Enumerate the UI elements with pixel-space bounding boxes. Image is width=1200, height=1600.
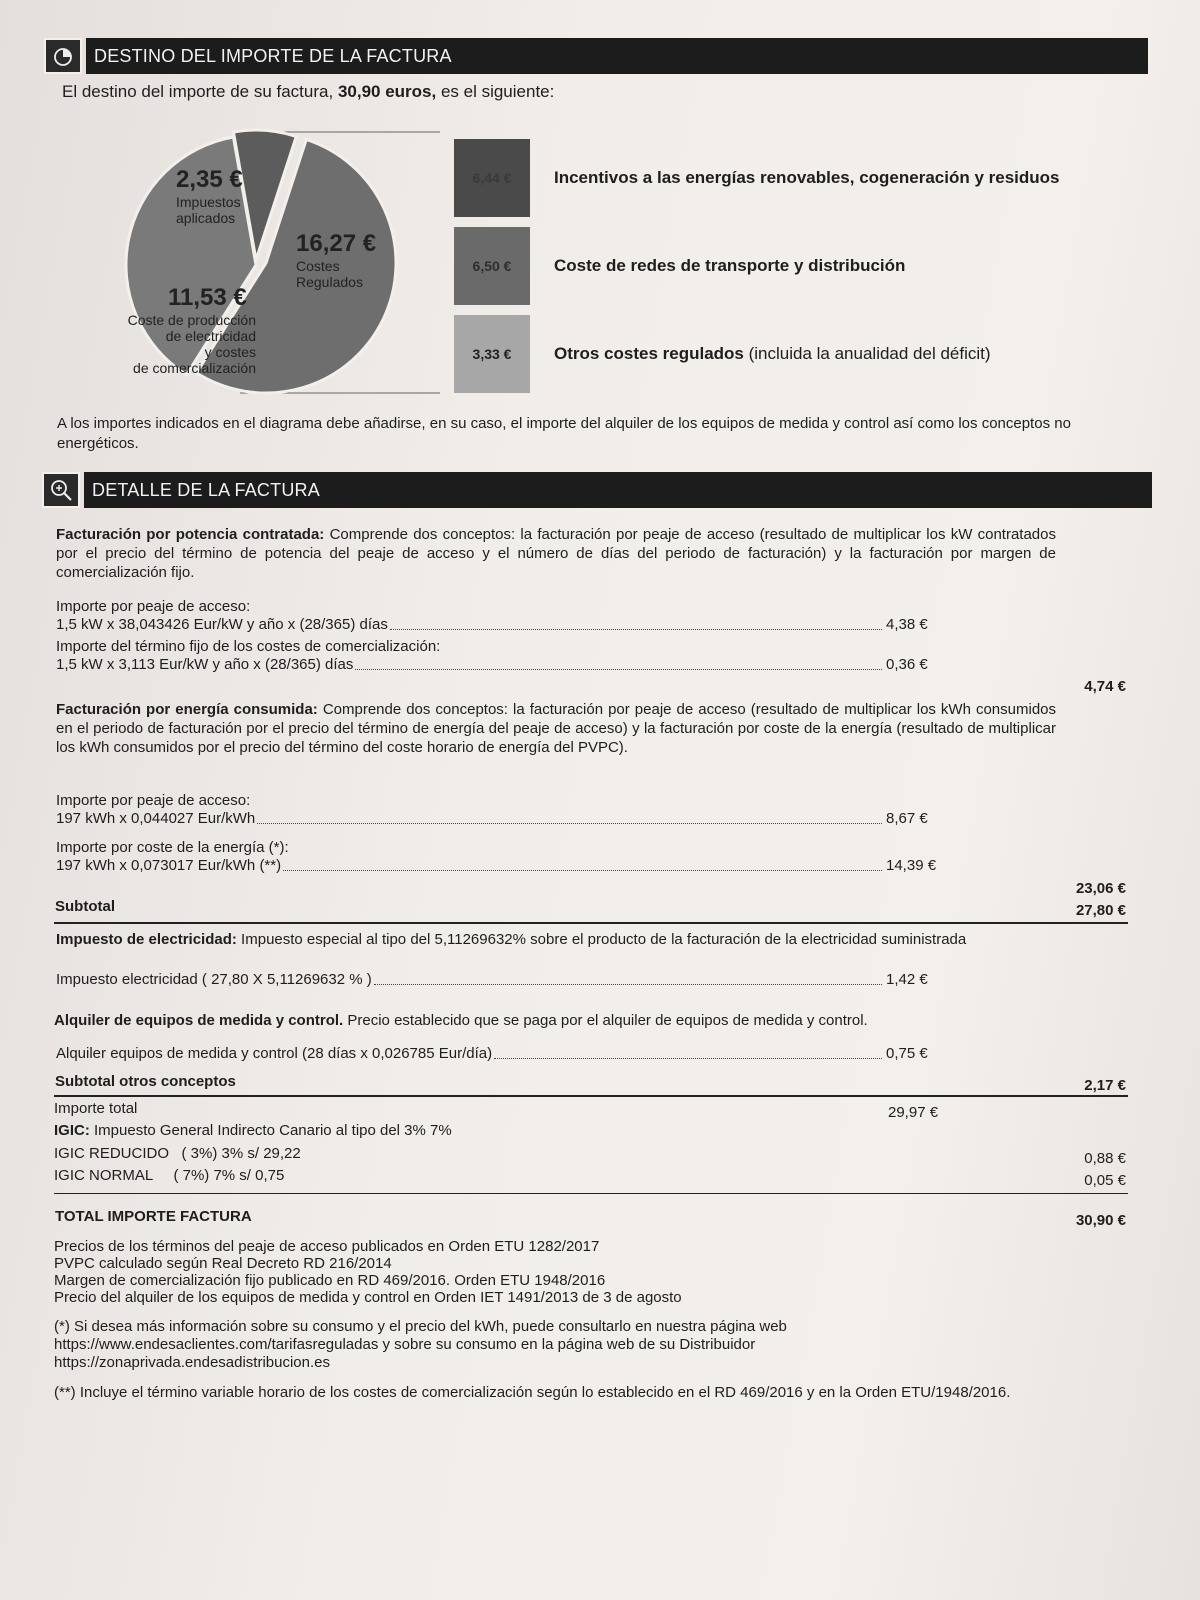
impuesto-row: Impuesto electricidad ( 27,80 X 5,11269632 % ) 1,42 € <box>56 971 928 988</box>
subtotal-otros-label: Subtotal otros conceptos <box>55 1073 236 1090</box>
footnote-star2: (**) Incluye el término variable horario de los costes de comercialización según lo establecido en el RD 469/2016 y en la Orden ETU/1948/2016. <box>54 1384 1011 1401</box>
pie-chart-icon <box>44 38 82 74</box>
footnotes-orders: Precios de los términos del peaje de acceso publicados en Orden ETU 1282/2017 PVPC calculado según Real Decreto RD 216/2014 Margen de comercialización fijo publicado en RD 469/2016. Orden ETU 1948/2016 Precio del alquiler de los equipos de medida y control en Orden IET 1491/2013 de 3 de agosto <box>54 1238 682 1306</box>
intro-amount: 30,90 euros, <box>337 82 437 101</box>
igic-reducido-label: IGIC REDUCIDO ( 3%) 3% s/ 29,22 <box>54 1145 301 1162</box>
total-rule <box>54 1193 1128 1194</box>
subtotal-amount: 27,80 € <box>1075 902 1126 919</box>
footnote-star1: (*) Si desea más información sobre su consumo y el precio del kWh, puede consultarlo en nuestra página web https://www.endesaclientes.com/tarifasreguladas y sobre su consumo en la página web de su Distribuidor https://zonaprivada.endesadistribucion.es <box>54 1318 787 1371</box>
importe-total-amount: 29,97 € <box>888 1104 939 1121</box>
intro-text: El destino del importe de su factura, 30,90 euros, es el siguiente: <box>62 82 555 101</box>
energia-peaje-row: Importe por peaje de acceso: 197 kWh x 0,044027 Eur/kWh 8,67 € <box>56 792 928 827</box>
slice-label-regulados: 16,27 € Costes Regulados <box>296 230 377 290</box>
energia-total: 23,06 € <box>1075 880 1126 897</box>
section-title: DETALLE DE LA FACTURA <box>84 472 1152 508</box>
section-header-detalle <box>42 472 1152 508</box>
alquiler-row: Alquiler equipos de medida y control (28 días x 0,026785 Eur/día) 0,75 € <box>56 1045 928 1062</box>
subtotal-otros-rule <box>54 1095 1128 1097</box>
impuesto-description: Impuesto de electricidad: Impuesto especial al tipo del 5,11269632% sobre el producto de la facturación de la electricidad suministrada <box>56 931 967 948</box>
alquiler-description: Alquiler de equipos de medida y control. Precio establecido que se paga por el alquiler de equipos de medida y control. <box>54 1012 868 1029</box>
potencia-total: 4,74 € <box>1084 678 1126 695</box>
potencia-fijo-row: Importe del término fijo de los costes de comercialización: 1,5 kW x 3,113 Eur/kW y año x (28/365) días 0,36 € <box>56 638 928 673</box>
energia-coste-row: Importe por coste de la energía (*): 197 kWh x 0,073017 Eur/kWh (**) 14,39 € <box>56 839 937 874</box>
diagram-note: A los importes indicados en el diagrama debe añadirse, en su caso, el importe del alquiler de los equipos de medida y control así como los conceptos no energéticos. <box>57 415 1071 452</box>
potencia-description: Facturación por potencia contratada: Comprende dos conceptos: la facturación por peaje de acceso (resultado de multiplicar los kW contratados por el precio del término de potencia del peaje de acceso y el número de días del periodo de facturación) y la facturación por margen de comercialización fijo. <box>56 526 1056 581</box>
breakdown-text-otros: Otros costes regulados (incluida la anualidad del déficit) <box>554 344 991 363</box>
breakdown-text-redes: Coste de redes de transporte y distribución <box>554 256 906 275</box>
breakdown-box-otros: 3,33 € <box>454 315 530 393</box>
energia-description: Facturación por energía consumida: Comprende dos conceptos: la facturación por peaje de acceso (resultado de multiplicar los kWh consumidos en el periodo de facturación por el precio del término de energía del peaje de acceso) y la facturación por coste de la energía (resultado de multiplicar los kWh consumidos por el precio del término del coste horario de energía del PVPC). <box>56 701 1056 756</box>
igic-normal-amount: 0,05 € <box>1084 1172 1126 1189</box>
section-header-destino <box>44 38 1148 74</box>
subtotal-rule <box>54 922 1128 924</box>
breakdown-box-incentivos: 6,44 € <box>454 139 530 217</box>
slice-label-produccion: Coste de producción de electricidad y costes de comercialización <box>127 312 256 376</box>
slice-value-produccion: 11,53 € <box>168 284 247 311</box>
igic-description: IGIC: Impuesto General Indirecto Canario al tipo del 3% 7% <box>54 1122 452 1139</box>
breakdown-text-incentivos: Incentivos a las energías renovables, cogeneración y residuos <box>554 168 1060 187</box>
slice-label-impuestos: 2,35 € Impuestos aplicados <box>176 166 243 226</box>
subtotal-label: Subtotal <box>55 898 115 915</box>
magnifier-icon <box>42 472 80 508</box>
igic-normal-label: IGIC NORMAL ( 7%) 7% s/ 0,75 <box>54 1167 285 1184</box>
total-factura-label: TOTAL IMPORTE FACTURA <box>55 1208 252 1225</box>
igic-reducido-amount: 0,88 € <box>1084 1150 1126 1167</box>
section-title: DESTINO DEL IMPORTE DE LA FACTURA <box>86 38 1148 74</box>
total-factura-amount: 30,90 € <box>1075 1212 1126 1229</box>
potencia-peaje-row: Importe por peaje de acceso: 1,5 kW x 38,043426 Eur/kW y año x (28/365) días 4,38 € <box>56 598 928 633</box>
subtotal-otros-amount: 2,17 € <box>1084 1077 1126 1094</box>
breakdown-box-redes: 6,50 € <box>454 227 530 305</box>
importe-total-label: Importe total <box>54 1100 138 1117</box>
